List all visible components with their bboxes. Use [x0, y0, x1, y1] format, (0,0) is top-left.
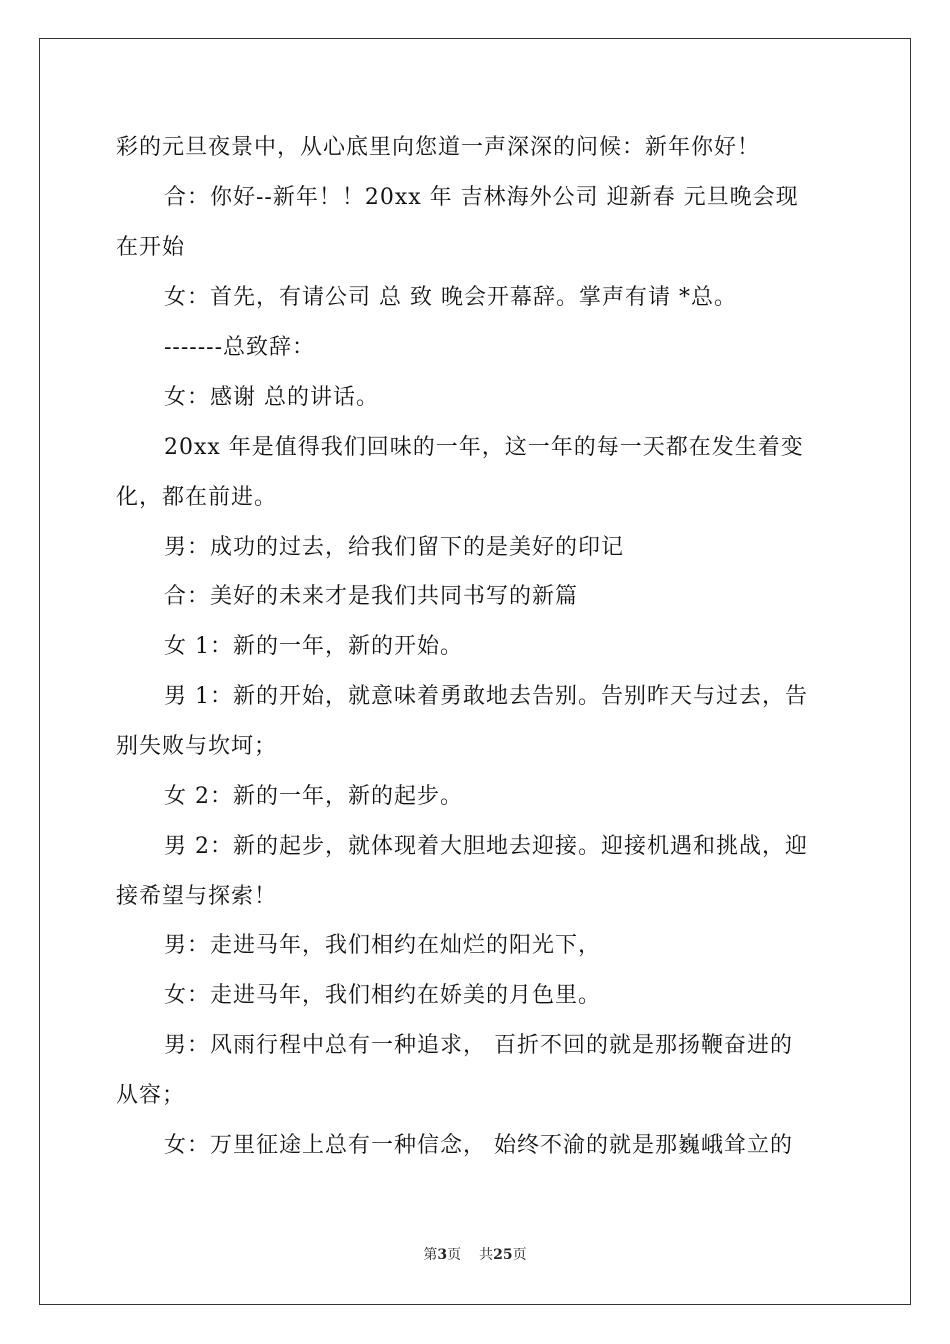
text-line-11: 女 1：新的一年，新的开始。 — [164, 634, 463, 659]
page-prefix: 第 — [423, 1247, 438, 1263]
total-suffix: 页 — [512, 1247, 527, 1263]
text-line-20: 从容； — [116, 1083, 186, 1108]
text-line-2: 合：你好--新年！！20xx 年 吉林海外公司 迎新春 元旦晚会现 — [164, 185, 799, 210]
text-line-4: 女：首先，有请公司 总 致 晚会开幕辞。掌声有请 *总。 — [164, 285, 737, 310]
text-line-9: 男：成功的过去，给我们留下的是美好的印记 — [164, 535, 625, 560]
text-line-14: 女 2：新的一年，新的起步。 — [164, 784, 463, 809]
text-line-17: 男：走进马年，我们相约在灿烂的阳光下， — [164, 933, 602, 958]
text-line-15: 男 2：新的起步，就体现着大胆地去迎接。迎接机遇和挑战，迎 — [164, 834, 808, 859]
text-line-13: 别失败与坎坷； — [116, 734, 278, 759]
page-suffix: 页 — [447, 1247, 462, 1263]
text-line-8: 化，都在前进。 — [116, 485, 278, 510]
text-line-1: 彩的元旦夜景中，从心底里向您道一声深深的问候：新年你好！ — [116, 135, 761, 160]
text-line-5: -------总致辞： — [164, 335, 316, 360]
text-line-19: 男：风雨行程中总有一种追求， 百折不回的就是那扬鞭奋进的 — [164, 1033, 793, 1058]
total-page-number: 25 — [493, 1247, 513, 1263]
total-prefix: 共 — [479, 1247, 494, 1263]
text-line-21: 女：万里征途上总有一种信念， 始终不渝的就是那巍峨耸立的 — [164, 1133, 793, 1158]
text-line-6: 女：感谢 总的讲话。 — [164, 385, 379, 410]
text-line-3: 在开始 — [116, 235, 186, 260]
text-line-12: 男 1：新的开始，就意味着勇敢地去告别。告别昨天与过去，告 — [164, 684, 808, 709]
current-page-number: 3 — [437, 1247, 448, 1263]
page-footer — [0, 1245, 950, 1265]
text-line-18: 女：走进马年，我们相约在娇美的月色里。 — [164, 983, 602, 1008]
text-line-7: 20xx 年是值得我们回味的一年，这一年的每一天都在发生着变 — [164, 435, 804, 460]
text-line-16: 接希望与探索！ — [116, 884, 278, 909]
text-line-10: 合：美好的未来才是我们共同书写的新篇 — [164, 584, 579, 609]
page-border — [39, 38, 911, 1305]
